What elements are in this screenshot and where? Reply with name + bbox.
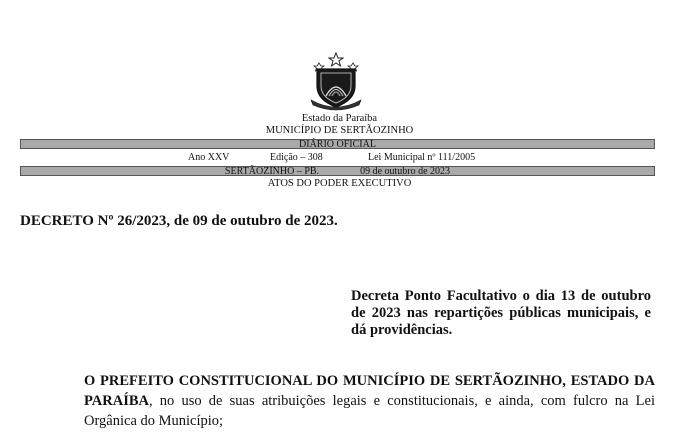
state-name: Estado da Paraíba (301, 113, 378, 124)
gazette-name-bar (20, 139, 655, 149)
gazette-info-row (0, 152, 679, 163)
decree-summary: Decreta Ponto Facultativo o dia 13 de outubro de 2023 nas repartições públicas municipais, e dá providências. (351, 288, 651, 338)
decree-title: DECRETO Nº 26/2023, de 09 de outubro de 2023. (20, 213, 338, 229)
gazette-edition: Edição – 308 (270, 152, 323, 163)
gazette-year: Ano XXV (188, 152, 230, 163)
gazette-place: SERTÃOZINHO – PB. (224, 166, 320, 177)
municipality-name: MUNICÍPIO DE SERTÃOZINHO (265, 125, 414, 136)
gazette-name: DIÁRIO OFICIAL (299, 139, 376, 150)
section-title: ATOS DO PODER EXECUTIVO (267, 178, 412, 189)
preamble-authority: O PREFEITO CONSTITUCIONAL DO MUNICÍPIO DE SERTÃOZINHO, ESTADO DA PARAÍBA (84, 373, 655, 409)
gazette-law: Lei Municipal nº 111/2005 (368, 152, 476, 163)
place-date-bar (20, 166, 655, 176)
gazette-date: 09 de outubro de 2023 (360, 166, 451, 177)
municipal-coat-of-arms (309, 52, 363, 112)
decree-preamble (20, 371, 655, 431)
star-icon (329, 53, 343, 66)
preamble-text: , no uso de suas atribuições legais e constitucionais, e ainda, com fulcro na Lei Orgânica do Município; (84, 393, 655, 429)
